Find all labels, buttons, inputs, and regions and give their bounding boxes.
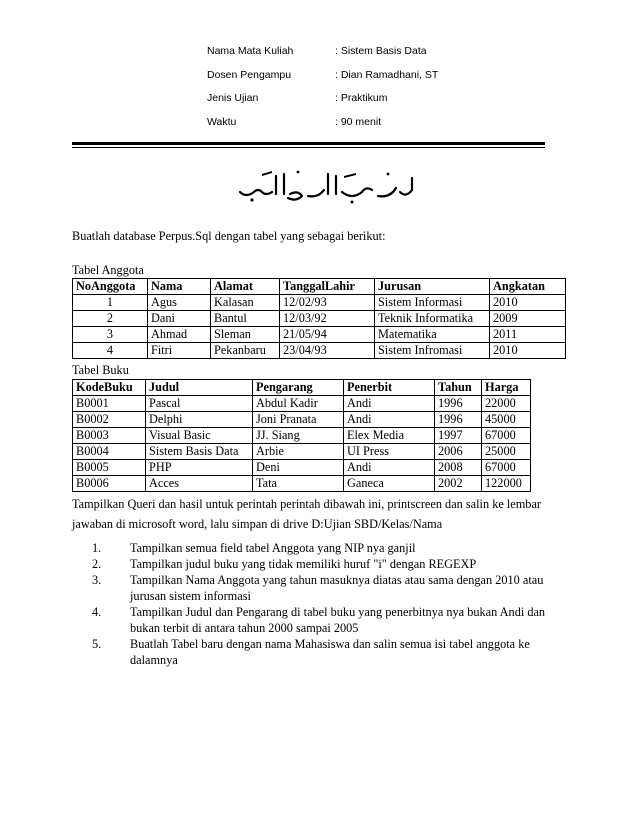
table-row bbox=[73, 343, 566, 359]
table-row bbox=[73, 327, 566, 343]
table-cell: Andi bbox=[344, 412, 435, 428]
header-value: : Praktikum bbox=[335, 92, 388, 104]
table-cell: Visual Basic bbox=[146, 428, 253, 444]
table-cell: 2 bbox=[73, 311, 148, 327]
header-row-course bbox=[207, 45, 535, 69]
table-row bbox=[73, 295, 566, 311]
table-cell: Delphi bbox=[146, 412, 253, 428]
intro-text: Buatlah database Perpus.Sql dengan tabel yang sebagai berikut: bbox=[72, 229, 386, 243]
column-header: Pengarang bbox=[253, 380, 344, 396]
table-cell: 122000 bbox=[482, 476, 531, 492]
column-header: Alamat bbox=[211, 279, 280, 295]
table-buku-title: Tabel Buku bbox=[72, 363, 129, 377]
list-item bbox=[72, 572, 572, 604]
table-cell: 2010 bbox=[490, 343, 566, 359]
table-cell: 67000 bbox=[482, 428, 531, 444]
column-header: TanggalLahir bbox=[280, 279, 375, 295]
table-cell: 1996 bbox=[435, 396, 482, 412]
table-cell: PHP bbox=[146, 460, 253, 476]
table-cell: Pascal bbox=[146, 396, 253, 412]
table-cell: 2006 bbox=[435, 444, 482, 460]
table-cell: 4 bbox=[73, 343, 148, 359]
table-cell: 2009 bbox=[490, 311, 566, 327]
table-row bbox=[73, 412, 531, 428]
table-cell: Andi bbox=[344, 460, 435, 476]
table-header-row bbox=[73, 279, 566, 295]
table-anggota bbox=[72, 278, 566, 359]
table-header-row bbox=[73, 380, 531, 396]
table-cell: B0001 bbox=[73, 396, 146, 412]
table-cell: B0003 bbox=[73, 428, 146, 444]
table-cell: Agus bbox=[148, 295, 211, 311]
table-cell: Sleman bbox=[211, 327, 280, 343]
table-cell: Ganeca bbox=[344, 476, 435, 492]
table-cell: Dani bbox=[148, 311, 211, 327]
table-cell: 2011 bbox=[490, 327, 566, 343]
table-cell: 45000 bbox=[482, 412, 531, 428]
list-item bbox=[72, 604, 572, 636]
table-cell: Sistem Informasi bbox=[375, 295, 490, 311]
table-cell: Fitri bbox=[148, 343, 211, 359]
table-anggota-title: Tabel Anggota bbox=[72, 263, 144, 277]
table-cell: 1997 bbox=[435, 428, 482, 444]
header-label: Waktu bbox=[207, 115, 237, 128]
header-row-time bbox=[207, 116, 535, 140]
table-cell: 23/04/93 bbox=[280, 343, 375, 359]
table-cell: Sistem Infromasi bbox=[375, 343, 490, 359]
header-value: : Sistem Basis Data bbox=[335, 45, 427, 57]
header-row-lecturer bbox=[207, 69, 535, 93]
table-cell: Tata bbox=[253, 476, 344, 492]
header-divider-thick bbox=[72, 142, 545, 145]
column-header: Tahun bbox=[435, 380, 482, 396]
header-value: : 90 menit bbox=[335, 115, 382, 128]
table-row bbox=[73, 444, 531, 460]
table-cell: UI Press bbox=[344, 444, 435, 460]
table-cell: Andi bbox=[344, 396, 435, 412]
task-number: 3. bbox=[92, 573, 102, 587]
table-row bbox=[73, 476, 531, 492]
table-cell: B0002 bbox=[73, 412, 146, 428]
table-cell: Sistem Basis Data bbox=[146, 444, 253, 460]
table-cell: 2002 bbox=[435, 476, 482, 492]
table-row bbox=[73, 396, 531, 412]
table-cell: Ahmad bbox=[148, 327, 211, 343]
header-label: Nama Mata Kuliah bbox=[207, 45, 294, 57]
task-text: Tampilkan judul buku yang tidak memiliki huruf "i" dengan REGEXP bbox=[130, 557, 477, 571]
table-cell: Acces bbox=[146, 476, 253, 492]
table-cell: B0004 bbox=[73, 444, 146, 460]
task-number: 5. bbox=[92, 637, 102, 651]
column-header: KodeBuku bbox=[73, 380, 146, 396]
header-divider-thin bbox=[72, 147, 545, 148]
instruction-paragraph: Tampilkan Queri dan hasil untuk perintah perintah dibawah ini, printscreen dan salin ke lembar jawaban di microsoft word, lalu simpan di drive D:Ujian SBD/Kelas/Nama bbox=[72, 497, 542, 531]
header-value: : Dian Ramadhani, ST bbox=[335, 68, 439, 81]
table-cell: Bantul bbox=[211, 311, 280, 327]
task-text: Tampilkan Nama Anggota yang tahun masuknya diatas atau sama dengan 2010 atau jurusan sistem informasi bbox=[130, 573, 544, 603]
table-cell: Kalasan bbox=[211, 295, 280, 311]
column-header: Judul bbox=[146, 380, 253, 396]
column-header: Nama bbox=[148, 279, 211, 295]
table-cell: Elex Media bbox=[344, 428, 435, 444]
table-cell: B0005 bbox=[73, 460, 146, 476]
column-header: Penerbit bbox=[344, 380, 435, 396]
list-item bbox=[72, 540, 572, 556]
table-cell: 12/02/93 bbox=[280, 295, 375, 311]
table-cell: Joni Pranata bbox=[253, 412, 344, 428]
basmalah-calligraphy bbox=[232, 166, 417, 206]
course-info-header bbox=[207, 45, 535, 139]
table-cell: 67000 bbox=[482, 460, 531, 476]
table-cell: Arbie bbox=[253, 444, 344, 460]
list-item bbox=[72, 636, 572, 668]
table-cell: 1 bbox=[73, 295, 148, 311]
table-cell: 2010 bbox=[490, 295, 566, 311]
task-number: 2. bbox=[92, 557, 102, 571]
table-cell: Abdul Kadir bbox=[253, 396, 344, 412]
task-text: Tampilkan semua field tabel Anggota yang NIP nya ganjil bbox=[130, 541, 416, 555]
table-buku bbox=[72, 379, 531, 492]
table-cell: Pekanbaru bbox=[211, 343, 280, 359]
task-number: 1. bbox=[92, 541, 102, 555]
table-cell: 21/05/94 bbox=[280, 327, 375, 343]
header-label: Jenis Ujian bbox=[207, 92, 259, 104]
column-header: Jurusan bbox=[375, 279, 490, 295]
table-row bbox=[73, 428, 531, 444]
table-cell: 22000 bbox=[482, 396, 531, 412]
column-header: Harga bbox=[482, 380, 531, 396]
table-cell: Teknik Informatika bbox=[375, 311, 490, 327]
task-text: Tampilkan Judul dan Pengarang di tabel buku yang penerbitnya nya bukan Andi dan bukan terbit di antara tahun 2000 sampai 2005 bbox=[130, 605, 546, 635]
list-item bbox=[72, 556, 572, 572]
table-cell: Matematika bbox=[375, 327, 490, 343]
column-header: NoAnggota bbox=[73, 279, 148, 295]
table-cell: Deni bbox=[253, 460, 344, 476]
column-header: Angkatan bbox=[490, 279, 566, 295]
table-cell: 3 bbox=[73, 327, 148, 343]
task-number: 4. bbox=[92, 605, 102, 619]
table-cell: 25000 bbox=[482, 444, 531, 460]
task-list bbox=[72, 540, 572, 668]
table-cell: 2008 bbox=[435, 460, 482, 476]
header-row-exam-type bbox=[207, 92, 535, 116]
header-label: Dosen Pengampu bbox=[207, 68, 292, 81]
table-cell: JJ. Siang bbox=[253, 428, 344, 444]
table-cell: B0006 bbox=[73, 476, 146, 492]
table-row bbox=[73, 460, 531, 476]
task-text: Buatlah Tabel baru dengan nama Mahasiswa dan salin semua isi tabel anggota ke dalamnya bbox=[130, 637, 530, 667]
table-cell: 12/03/92 bbox=[280, 311, 375, 327]
table-row bbox=[73, 311, 566, 327]
table-cell: 1996 bbox=[435, 412, 482, 428]
